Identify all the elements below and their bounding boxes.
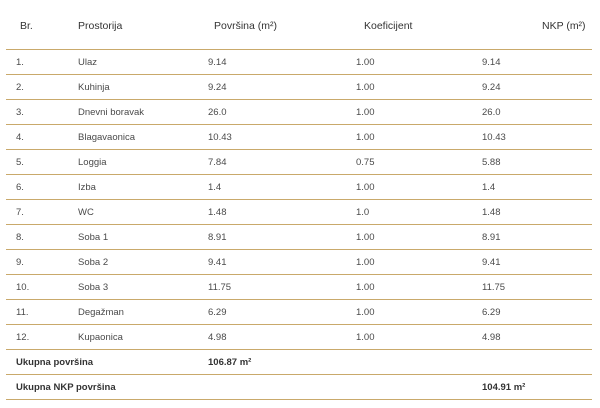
table-row [6, 200, 592, 225]
row-number: 7. [6, 200, 78, 225]
row-area: 11.75 [208, 275, 356, 300]
row-coefficient: 0.75 [356, 150, 482, 175]
row-nkp: 8.91 [482, 225, 592, 250]
row-nkp: 1.48 [482, 200, 592, 225]
row-nkp: 5.88 [482, 150, 592, 175]
row-area: 4.98 [208, 325, 356, 350]
row-room-name: Degažman [78, 300, 208, 325]
table-row [6, 100, 592, 125]
row-coefficient: 1.00 [356, 125, 482, 150]
row-number: 9. [6, 250, 78, 275]
row-coefficient: 1.00 [356, 75, 482, 100]
total-area-value: 106.87 m² [208, 350, 356, 375]
row-coefficient: 1.00 [356, 275, 482, 300]
row-nkp: 10.43 [482, 125, 592, 150]
row-room-name: WC [78, 200, 208, 225]
row-room-name: Soba 1 [78, 225, 208, 250]
table-header-row [6, 2, 592, 50]
row-coefficient: 1.00 [356, 175, 482, 200]
table-row [6, 125, 592, 150]
row-room-name: Soba 3 [78, 275, 208, 300]
row-nkp: 6.29 [482, 300, 592, 325]
header-coefficient: Koeficijent [356, 2, 482, 50]
row-coefficient: 1.0 [356, 200, 482, 225]
row-nkp: 9.24 [482, 75, 592, 100]
row-area: 9.24 [208, 75, 356, 100]
row-area: 8.91 [208, 225, 356, 250]
row-room-name: Kupaonica [78, 325, 208, 350]
total-area-empty-nkp [482, 350, 592, 375]
total-nkp-empty-coef [356, 375, 482, 400]
row-area: 9.14 [208, 50, 356, 75]
header-area: Površina (m²) [208, 2, 356, 50]
row-nkp: 1.4 [482, 175, 592, 200]
header-nkp: NKP (m²) [482, 2, 592, 50]
row-coefficient: 1.00 [356, 50, 482, 75]
row-number: 6. [6, 175, 78, 200]
table-row [6, 250, 592, 275]
row-area: 7.84 [208, 150, 356, 175]
row-nkp: 9.41 [482, 250, 592, 275]
row-room-name: Izba [78, 175, 208, 200]
row-nkp: 26.0 [482, 100, 592, 125]
row-coefficient: 1.00 [356, 100, 482, 125]
table-row [6, 75, 592, 100]
row-coefficient: 1.00 [356, 325, 482, 350]
row-area: 1.4 [208, 175, 356, 200]
row-nkp: 11.75 [482, 275, 592, 300]
row-room-name: Kuhinja [78, 75, 208, 100]
row-room-name: Blagavaonica [78, 125, 208, 150]
row-coefficient: 1.00 [356, 225, 482, 250]
row-number: 8. [6, 225, 78, 250]
table-row [6, 150, 592, 175]
table-row [6, 175, 592, 200]
total-nkp-value: 104.91 m² [482, 375, 592, 400]
total-nkp-label: Ukupna NKP površina [6, 375, 208, 400]
table-row [6, 275, 592, 300]
total-area-row [6, 350, 592, 375]
table-row [6, 300, 592, 325]
row-coefficient: 1.00 [356, 300, 482, 325]
table-row [6, 50, 592, 75]
total-area-empty-coef [356, 350, 482, 375]
total-nkp-empty-area [208, 375, 356, 400]
row-area: 26.0 [208, 100, 356, 125]
row-number: 12. [6, 325, 78, 350]
row-room-name: Dnevni boravak [78, 100, 208, 125]
table-row [6, 325, 592, 350]
table-row [6, 225, 592, 250]
row-nkp: 4.98 [482, 325, 592, 350]
row-number: 4. [6, 125, 78, 150]
row-room-name: Soba 2 [78, 250, 208, 275]
row-area: 10.43 [208, 125, 356, 150]
total-nkp-row [6, 375, 592, 400]
row-nkp: 9.14 [482, 50, 592, 75]
row-coefficient: 1.00 [356, 250, 482, 275]
row-number: 5. [6, 150, 78, 175]
header-number: Br. [6, 2, 78, 50]
row-number: 1. [6, 50, 78, 75]
row-room-name: Loggia [78, 150, 208, 175]
row-number: 11. [6, 300, 78, 325]
row-room-name: Ulaz [78, 50, 208, 75]
total-area-label: Ukupna površina [6, 350, 208, 375]
row-number: 2. [6, 75, 78, 100]
row-number: 3. [6, 100, 78, 125]
table-body [6, 50, 592, 350]
room-area-table [6, 2, 592, 400]
header-room: Prostorija [78, 2, 208, 50]
row-area: 6.29 [208, 300, 356, 325]
row-area: 1.48 [208, 200, 356, 225]
row-area: 9.41 [208, 250, 356, 275]
row-number: 10. [6, 275, 78, 300]
